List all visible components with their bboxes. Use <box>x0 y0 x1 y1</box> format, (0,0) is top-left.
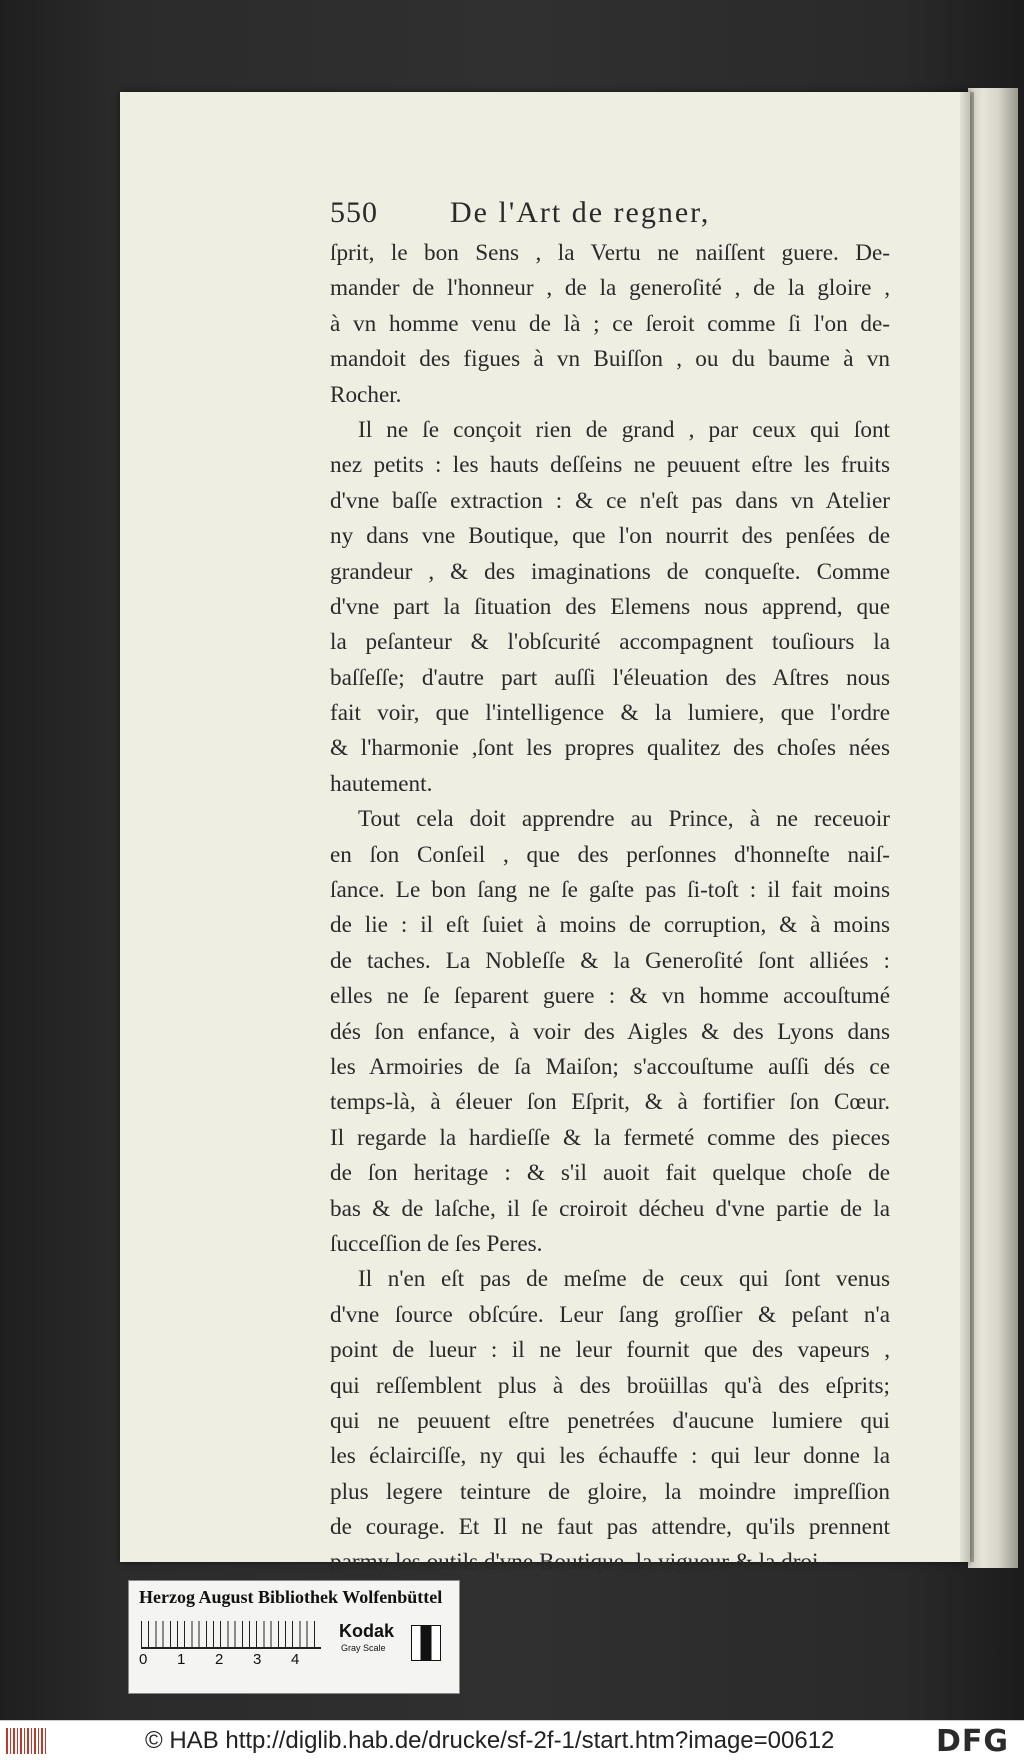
gray-scale-label: Gray Scale <box>341 1643 386 1653</box>
text-line: les éclairciſſe, ny qui les échauffe : qui leur donne la <box>330 1443 890 1470</box>
dfg-logo: DFG <box>936 1724 1010 1759</box>
text-line: de taches. La Nobleſſe & la Generoſité ſont alliées : <box>330 947 890 974</box>
text-line: Tout cela doit apprendre au Prince, à ne receuoir <box>358 806 890 833</box>
viewer-footer <box>0 1720 1024 1760</box>
running-title: De l'Art de regner, <box>450 196 711 229</box>
text-line: Il n'en eſt pas de meſme de ceux qui ſont venus <box>358 1266 890 1293</box>
text-line: les Armoiries de ſa Maiſon; s'accouſtume auſſi dés ce <box>330 1053 890 1080</box>
text-line: fait voir, que l'intelligence & la lumiere, que l'ordre <box>330 700 890 727</box>
source-link[interactable]: © HAB http://diglib.hab.de/drucke/sf-2f-1/start.htm?image=00612 <box>145 1727 835 1754</box>
text-line: à vn homme venu de là ; ce ſeroit comme ſi l'on de- <box>330 310 890 337</box>
text-line: mander de l'honneur , de la generoſité , de la gloire , <box>330 275 890 302</box>
text-line: parmy les outils d'vne Boutique, la vigueur & la droi- <box>330 1549 827 1576</box>
text-line: Il ne ſe conçoit rien de grand , par ceux qui ſont <box>358 416 890 443</box>
text-line: qui reſſemblent plus à des broüillas qu'à des eſprits; <box>330 1372 890 1399</box>
text-line: Il regarde la hardieſſe & la fermeté comme des pieces <box>330 1124 890 1151</box>
ruler-number: 1 <box>177 1651 186 1668</box>
facing-page-edge <box>968 88 1018 1568</box>
text-line: ny dans vne Boutique, que l'on nourrit des penſées de <box>330 523 890 550</box>
text-line: ſance. Le bon ſang ne ſe gaſte pas ſi-toſt : il fait moins <box>330 877 890 904</box>
text-line: ſprit, le bon Sens , la Vertu ne naiſſent guere. De- <box>330 240 890 266</box>
text-line: de ſon heritage : & s'il auoit fait quelque choſe de <box>330 1160 890 1187</box>
text-line: hautement. <box>330 770 433 797</box>
ruler-number: 3 <box>253 1651 262 1668</box>
spine-shadow <box>960 92 974 1562</box>
running-header <box>330 196 890 236</box>
text-line: d'vne part la ſituation des Elemens nous apprend, que <box>330 593 890 620</box>
page-number: 550 <box>330 196 378 229</box>
text-line: d'vne ſource obſcúre. Leur ſang groſſier & peſant n'a <box>330 1301 890 1328</box>
gray-swatch <box>411 1625 441 1661</box>
barcode-icon <box>6 1728 46 1754</box>
text-line: grandeur , & des imaginations de conqueſte. Comme <box>330 558 890 585</box>
text-line: dés ſon enfance, à voir des Aigles & des Lyons dans <box>330 1018 890 1045</box>
text-line: nez petits : les hauts deſſeins ne peuuent eſtre les fruits <box>330 452 890 479</box>
institution-name: Herzog August Bibliothek Wolfenbüttel <box>139 1587 443 1607</box>
text-line: ſucceſſion de ſes Peres. <box>330 1230 543 1257</box>
text-line: elles ne ſe ſeparent guere : & vn homme accouſtumé <box>330 983 890 1010</box>
text-line: plus legere teinture de gloire, la moindre impreſſion <box>330 1478 890 1505</box>
text-line: & l'harmonie ,ſont les propres qualitez des choſes nées <box>330 735 890 762</box>
text-line: temps-là, à éleuer ſon Eſprit, & à fortifier ſon Cœur. <box>330 1089 890 1116</box>
scale-ruler <box>141 1621 321 1649</box>
ruler-number: 0 <box>139 1651 148 1668</box>
text-line: bas & de laſche, il ſe croiroit décheu d'vne partie de la <box>330 1195 890 1222</box>
kodak-brand: Kodak <box>339 1621 395 1641</box>
body-text <box>330 236 890 1581</box>
text-line: la peſanteur & l'obſcurité accompagnent touſiours la <box>330 629 890 656</box>
text-line: de lie : il eſt ſuiet à moins de corruption, & à moins <box>330 912 890 939</box>
text-line: de courage. Et Il ne faut pas attendre, qu'ils prennent <box>330 1514 890 1541</box>
text-line: mandoit des figues à vn Buiſſon , ou du baume à vn <box>330 346 890 373</box>
text-line: point de lueur : il ne leur fournit que des vapeurs , <box>330 1337 890 1364</box>
archive-label <box>128 1580 460 1694</box>
text-line: en ſon Conſeil , que des perſonnes d'honneſte naiſ- <box>330 841 890 868</box>
text-line: baſſeſſe; d'autre part auſſi l'éleuation des Aſtres nous <box>330 664 890 691</box>
text-line: Rocher. <box>330 381 402 408</box>
ruler-number: 2 <box>215 1651 224 1668</box>
ruler-number: 4 <box>291 1651 300 1668</box>
text-line: d'vne baſſe extraction : & ce n'eſt pas dans vn Atelier <box>330 487 890 514</box>
text-line: qui ne peuuent eſtre penetrées d'aucune lumiere qui <box>330 1407 890 1434</box>
